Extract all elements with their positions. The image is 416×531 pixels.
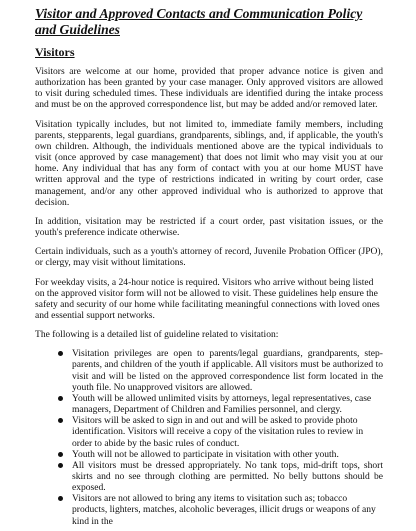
guideline-text: Visitors are not allowed to bring any items to visitation such as; tobacco products, lighters, matches, alcoholic beverages, illicit drugs or weapons of any kind in the [72, 493, 376, 527]
guideline-text: Youth will not be allowed to participate in visitation with other youth. [72, 448, 339, 460]
guideline-item [58, 493, 383, 526]
bullet-icon [58, 463, 63, 468]
paragraph-list-intro: The following is a detailed list of guideline related to visitation: [35, 329, 279, 341]
paragraph-certain-individuals: Certain individuals, such as a youth's attorney of record, Juvenile Probation Officer (JPO), or clergy, may visit without limitations. [35, 246, 383, 269]
guideline-item [58, 449, 383, 460]
guideline-item [58, 460, 383, 493]
bullet-icon [58, 396, 63, 401]
bullet-icon [58, 452, 63, 457]
paragraph-welcome: Visitors are welcome at our home, provided that proper advance notice is given and authorization has been granted by your case manager. Only approved visitors are allowed to visit during scheduled times. These individuals are identified during the intake process and must be on the approved correspondence list, but may be added and/or removed later. [35, 66, 383, 111]
guideline-item [58, 393, 383, 415]
paragraph-restrictions: In addition, visitation may be restricted if a court order, past visitation issues, or the youth's preference indicate otherwise. [35, 215, 383, 239]
bullet-icon [58, 418, 63, 423]
guideline-text: All visitors must be dressed appropriately. No tank tops, mid-drift tops, short skirts and no see through clothing are permitted. No belly buttons should be exposed. [72, 459, 383, 494]
guidelines-list [35, 348, 383, 527]
guideline-text: Youth will be allowed unlimited visits by attorneys, legal representatives, case managers, Department of Children and Families personnel, and clergy. [72, 392, 372, 416]
document-title: Visitor and Approved Contacts and Communication Policy and Guidelines [35, 6, 363, 37]
paragraph-weekday-visits: For weekday visits, a 24-hour notice is required. Visitors who arrive without being listed on the approved visitor form will not be allowed to visit. These guidelines help ensure the safety and security of our home while facilitating meaningful connections with loved ones and essential support networks. [35, 276, 380, 321]
guideline-text: Visitors will be asked to sign in and out and will be asked to provide photo identification. Visitors will receive a copy of the visitation rules to review in order to abide by the basic rules of conduct. [72, 415, 364, 449]
guideline-item [58, 348, 383, 393]
guideline-text: Visitation privileges are open to parents/legal guardians, grandparents, step-parents, and children of the youth if applicable. All visitors must be authorized to visit and will be listed on the approved correspondence list form located in the youth file. No unapproved visitors are allowed. [72, 348, 383, 393]
guideline-item [58, 415, 383, 448]
bullet-icon [58, 351, 63, 356]
bullet-icon [58, 496, 63, 501]
paragraph-visitation-typically: Visitation typically includes, but not limited to, immediate family members, including parents, stepparents, legal guardians, grandparents, siblings, and, if applicable, the youth's own children. Although, the individuals mentioned above are the typical individuals to visit (once approved by case management) that does not limit who may visit you at our home. Any individual that has any form of contact with you at our home MUST have written approval and the type of restrictions indicated in writing by court order, case management, and/or any other approved individual who is authorized to approve that decision. [35, 118, 383, 208]
section-heading-visitors: Visitors [35, 45, 75, 59]
